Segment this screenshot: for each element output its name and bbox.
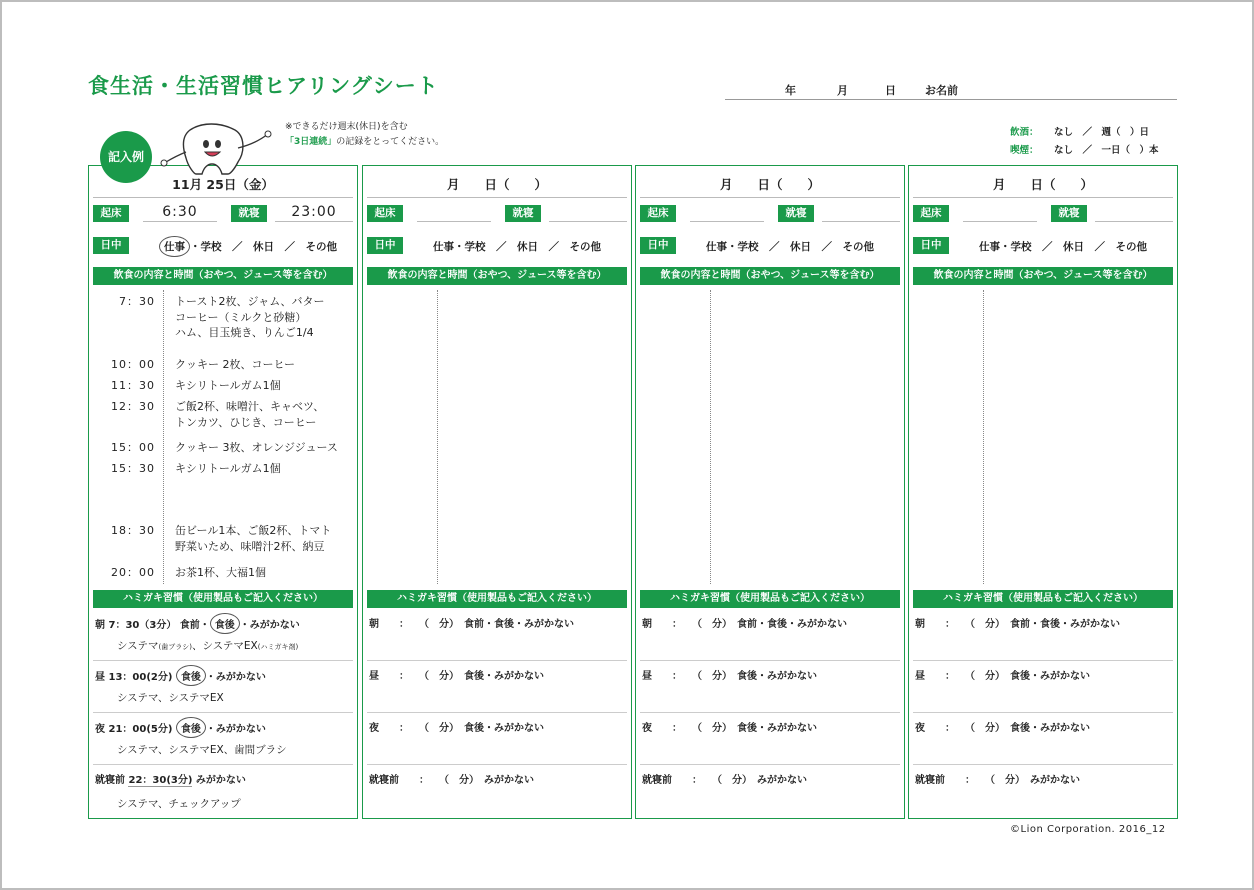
meal-time: 11：30 xyxy=(111,379,155,392)
row-divider xyxy=(93,712,353,713)
wake-label: 起床 xyxy=(913,205,949,222)
brush-bed-label: 就寝前 xyxy=(95,775,125,786)
brush-morning-products[interactable] xyxy=(117,638,298,653)
wake-label: 起床 xyxy=(367,205,403,222)
dotted-divider xyxy=(983,290,984,584)
activity-options[interactable]: 仕事・学校 ／ 休日 ／ その他 xyxy=(979,241,1147,253)
brush-night[interactable]: 夜 ： （ 分） 食後・みがかない xyxy=(642,723,817,734)
note-line-1: ※できるだけ週末(休日)を含む xyxy=(285,122,408,132)
meal-time: 10：00 xyxy=(111,358,155,371)
brush-night-text: 夜 21：00(5分) xyxy=(95,724,173,735)
brush-bedtime[interactable]: 就寝前 ： （ 分） みがかない xyxy=(369,775,534,786)
product-note: (ハミガキ剤) xyxy=(257,643,299,651)
meal-desc: お茶1杯、大福1個 xyxy=(175,566,266,579)
brush-header: ハミガキ習慣（使用製品もご記入ください） xyxy=(367,590,627,608)
row-divider xyxy=(640,764,900,765)
wake-label: 起床 xyxy=(640,205,676,222)
row-divider xyxy=(93,764,353,765)
copyright-footer: ©Lion Corporation. 2016_12 xyxy=(1010,824,1166,835)
brush-bed-products[interactable]: システマ、チェックアップ xyxy=(117,798,241,810)
blank-column xyxy=(362,165,632,819)
note-highlight: 「3日連続」 xyxy=(285,137,337,147)
dotted-divider xyxy=(163,290,164,584)
brush-header: ハミガキ習慣（使用製品もご記入ください） xyxy=(640,590,900,608)
year-label: 年 xyxy=(785,84,796,97)
brush-night-products[interactable]: システマ、システマEX、歯間ブラシ xyxy=(117,744,287,756)
blank-date[interactable]: 月 日（ ） xyxy=(992,177,1093,192)
brush-morning[interactable]: 朝 ： （ 分） 食前・食後・みがかない xyxy=(369,619,574,630)
blank-date[interactable]: 月 日（ ） xyxy=(719,177,820,192)
meal-desc: ご飯2杯、味噌汁、キャベツ、 トンカツ、ひじき、コーヒー xyxy=(175,400,325,429)
brush-night[interactable] xyxy=(95,717,351,738)
blank-column xyxy=(908,165,1178,819)
brush-header: ハミガキ習慣（使用製品もご記入ください） xyxy=(913,590,1173,608)
row-divider xyxy=(640,660,900,661)
sleep-label: 就寝 xyxy=(778,205,814,222)
date-name-line[interactable] xyxy=(725,80,1177,100)
meal-time: 15：00 xyxy=(111,441,155,454)
daytime-label: 日中 xyxy=(367,237,403,254)
row-divider xyxy=(913,660,1173,661)
product-note: (歯ブラシ) xyxy=(158,643,192,651)
circled-option: 仕事 xyxy=(159,236,190,257)
name-label: お名前 xyxy=(925,84,958,97)
brush-noon[interactable]: 昼 ： （ 分） 食後・みがかない xyxy=(915,671,1090,682)
sleep-label: 就寝 xyxy=(231,205,267,222)
wake-time-field[interactable] xyxy=(417,203,491,222)
meal-time: 18：30 xyxy=(111,524,155,537)
row-divider xyxy=(93,660,353,661)
example-date: 11月 25日（金） xyxy=(172,177,274,192)
meal-header: 飲食の内容と時間（おやつ、ジュース等を含む） xyxy=(93,267,353,285)
brush-noon-products[interactable]: システマ、システマEX xyxy=(117,692,224,704)
brush-bedtime[interactable] xyxy=(95,771,351,787)
page-title: 食生活・生活習慣ヒアリングシート xyxy=(88,74,439,98)
meal-desc: キシリトールガム1個 xyxy=(175,379,281,392)
brush-bed-rest: みがかない xyxy=(195,775,246,786)
wake-time-field[interactable] xyxy=(690,203,764,222)
brush-noon[interactable]: 昼 ： （ 分） 食後・みがかない xyxy=(369,671,544,682)
product-name: 、システマEX xyxy=(191,640,258,652)
sleep-time-field[interactable] xyxy=(822,203,900,222)
meal-time: 20：00 xyxy=(111,566,155,579)
meal-desc: キシリトールガム1個 xyxy=(175,462,281,475)
meal-time: 12：30 xyxy=(111,400,155,413)
wake-label: 起床 xyxy=(93,205,129,222)
brush-morning-rest: ・みがかない xyxy=(239,620,300,631)
brush-morning-text: 朝 7：30（3分） 食前・ xyxy=(95,620,210,631)
note-line-2: の記録をとってください。 xyxy=(336,137,445,147)
row-divider xyxy=(367,660,627,661)
sleep-label: 就寝 xyxy=(505,205,541,222)
activity-options[interactable] xyxy=(159,236,337,257)
month-label: 月 xyxy=(837,84,848,97)
drink-options[interactable]: なし ／ 週（ ）日 xyxy=(1054,127,1150,138)
sleep-label: 就寝 xyxy=(1051,205,1087,222)
habits-box xyxy=(1010,124,1159,160)
circled-option: 食後 xyxy=(176,717,206,738)
brush-noon-text: 昼 13：00(2分) xyxy=(95,672,173,683)
date-underline xyxy=(913,197,1173,198)
sleep-time-field[interactable] xyxy=(549,203,627,222)
row-divider xyxy=(913,764,1173,765)
row-divider xyxy=(367,712,627,713)
dotted-divider xyxy=(710,290,711,584)
brush-bedtime[interactable]: 就寝前 ： （ 分） みがかない xyxy=(915,775,1080,786)
blank-date[interactable]: 月 日（ ） xyxy=(446,177,547,192)
brush-morning[interactable]: 朝 ： （ 分） 食前・食後・みがかない xyxy=(915,619,1120,630)
daytime-label: 日中 xyxy=(93,237,129,254)
drink-label: 飲酒： xyxy=(1010,127,1039,138)
blank-column xyxy=(635,165,905,819)
brush-bed-time: 22：30(3分) xyxy=(128,771,192,787)
brush-morning[interactable]: 朝 ： （ 分） 食前・食後・みがかない xyxy=(642,619,847,630)
meal-header: 飲食の内容と時間（おやつ、ジュース等を含む） xyxy=(913,267,1173,285)
instruction-note xyxy=(285,120,444,150)
dotted-divider xyxy=(437,290,438,584)
daytime-label: 日中 xyxy=(913,237,949,254)
meal-header: 飲食の内容と時間（おやつ、ジュース等を含む） xyxy=(367,267,627,285)
circled-option: 食後 xyxy=(176,665,206,686)
brush-noon[interactable]: 昼 ： （ 分） 食後・みがかない xyxy=(642,671,817,682)
circled-option: 食後 xyxy=(210,613,240,634)
wake-time-field[interactable] xyxy=(963,203,1037,222)
product-name: システマ xyxy=(117,640,159,652)
activity-options[interactable]: 仕事・学校 ／ 休日 ／ その他 xyxy=(433,241,601,253)
example-badge: 記入例 xyxy=(100,131,152,183)
date-underline xyxy=(640,197,900,198)
meal-desc: トースト2枚、ジャム、バター コーヒー（ミルクと砂糖） ハム、目玉焼き、りんご1/4 xyxy=(175,295,325,339)
meal-time: 15：30 xyxy=(111,462,155,475)
row-divider xyxy=(640,712,900,713)
meal-desc: クッキー 2枚、コーヒー xyxy=(175,358,296,371)
meal-header: 飲食の内容と時間（おやつ、ジュース等を含む） xyxy=(640,267,900,285)
meal-desc: 缶ビール1本、ご飯2杯、トマト 野菜いため、味噌汁2杯、納豆 xyxy=(175,524,332,553)
meal-desc: クッキー 3枚、オレンジジュース xyxy=(175,441,338,454)
sleep-time-field[interactable]: 23:00 xyxy=(275,203,353,222)
brush-morning[interactable] xyxy=(95,613,351,634)
row-divider xyxy=(367,764,627,765)
smoke-label: 喫煙： xyxy=(1010,145,1039,156)
brush-header: ハミガキ習慣（使用製品もご記入ください） xyxy=(93,590,353,608)
brush-night[interactable]: 夜 ： （ 分） 食後・みがかない xyxy=(915,723,1090,734)
wake-time-field[interactable]: 6:30 xyxy=(143,203,217,222)
brush-noon-rest: ・みがかない xyxy=(205,672,266,683)
date-underline xyxy=(93,197,353,198)
activity-options[interactable]: 仕事・学校 ／ 休日 ／ その他 xyxy=(706,241,874,253)
daytime-label: 日中 xyxy=(640,237,676,254)
example-column xyxy=(88,165,358,819)
sleep-time-field[interactable] xyxy=(1095,203,1173,222)
date-underline xyxy=(367,197,627,198)
meal-time: 7：30 xyxy=(119,295,155,308)
brush-night-rest: ・みがかない xyxy=(205,724,266,735)
smoke-options[interactable]: なし ／ 一日（ ）本 xyxy=(1054,145,1159,156)
tooth-mascot-icon xyxy=(150,122,290,177)
day-label: 日 xyxy=(885,84,896,97)
brush-noon[interactable] xyxy=(95,665,351,686)
brush-bedtime[interactable]: 就寝前 ： （ 分） みがかない xyxy=(642,775,807,786)
activity-rest: ・学校 ／ 休日 ／ その他 xyxy=(190,241,337,253)
brush-night[interactable]: 夜 ： （ 分） 食後・みがかない xyxy=(369,723,544,734)
row-divider xyxy=(913,712,1173,713)
